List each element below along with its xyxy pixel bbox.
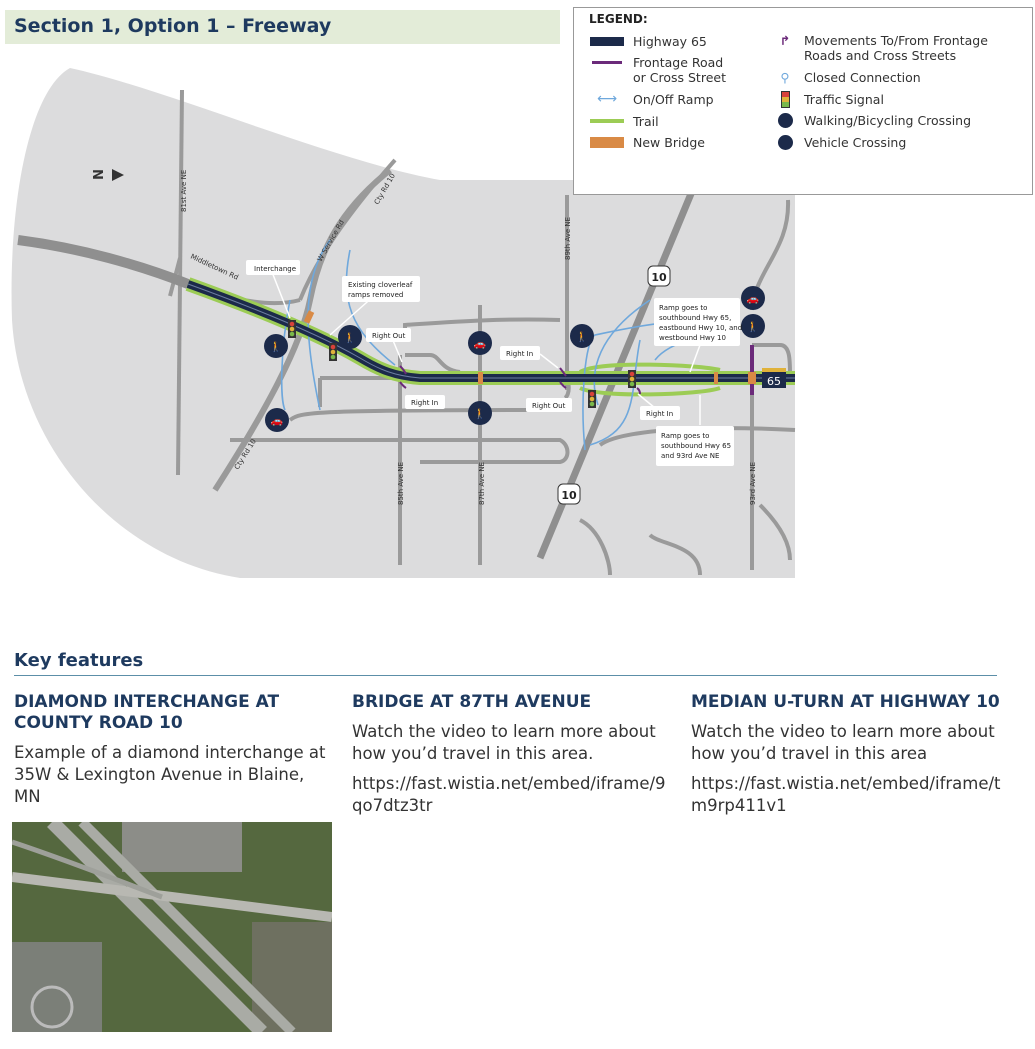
svg-text:N: N — [89, 169, 104, 180]
feature-diamond-interchange — [14, 692, 329, 816]
road-label: 87th Ave NE — [478, 461, 486, 505]
feature-body: Watch the video to learn more about how you’d travel in this area. — [352, 722, 656, 763]
svg-text:Right In: Right In — [411, 399, 439, 407]
trail-line-icon — [589, 114, 625, 128]
page-title: Section 1, Option 1 – Freeway — [14, 15, 332, 37]
svg-text:Ramp goes to: Ramp goes to — [659, 304, 708, 312]
feature-title: MEDIAN U-TURN AT HIGHWAY 10 — [691, 692, 1000, 712]
key-features-heading: Key features — [14, 650, 997, 676]
hwy-65-shield — [762, 368, 786, 388]
svg-text:southbound Hwy 65,: southbound Hwy 65, — [659, 314, 732, 322]
svg-text:🚶: 🚶 — [473, 409, 487, 420]
legend-item: Walking/Bicycling Crossing — [774, 113, 971, 128]
vehicle-crossing-icon — [265, 408, 289, 432]
svg-text:eastbound Hwy 10, and: eastbound Hwy 10, and — [659, 324, 743, 332]
svg-text:🚗: 🚗 — [270, 416, 284, 427]
svg-text:Right In: Right In — [646, 410, 674, 418]
svg-text:westbound Hwy 10: westbound Hwy 10 — [659, 334, 726, 342]
svg-text:🚶: 🚶 — [575, 332, 589, 343]
ramp-arrow-icon: ⟷ — [596, 90, 618, 107]
legend-item: ↱ Movements To/From Frontage Roads and Cross Streets — [774, 33, 1024, 63]
feature-median-uturn — [691, 692, 1006, 825]
ped-bike-crossing-icon — [570, 324, 594, 348]
video-link[interactable]: https://fast.wistia.net/embed/iframe/tm9rp411v1 — [691, 774, 1001, 815]
road-label: 93rd Ave NE — [749, 461, 757, 505]
road-label: Middletown Rd — [189, 252, 240, 282]
road-label: Cty Rd 10 — [232, 437, 258, 472]
svg-text:Right Out: Right Out — [532, 402, 566, 410]
road-label: Cty Rd 10 — [372, 172, 397, 206]
svg-text:10: 10 — [561, 489, 577, 502]
ped-bike-crossing-icon — [468, 401, 492, 425]
legend-heading: LEGEND: — [589, 12, 648, 26]
closed-pin-icon: ⚲ — [780, 69, 790, 85]
svg-text:10: 10 — [651, 271, 667, 284]
ped-bike-crossing-icon — [741, 314, 765, 338]
highway-line-icon — [589, 34, 625, 48]
svg-text:Right In: Right In — [506, 350, 534, 358]
aerial-photo-diamond-interchange — [12, 822, 332, 1032]
feature-body: Watch the video to learn more about how you’d travel in this area — [691, 722, 995, 763]
svg-text:🚶: 🚶 — [269, 342, 283, 353]
svg-text:ramps removed: ramps removed — [348, 291, 404, 299]
feature-body: Example of a diamond interchange at 35W & Lexington Avenue in Blaine, MN — [14, 743, 326, 806]
vehicle-crossing-icon — [741, 286, 765, 310]
feature-title: BRIDGE AT 87TH AVENUE — [352, 692, 592, 712]
traffic-signal-icon — [774, 92, 796, 106]
svg-text:🚶: 🚶 — [343, 333, 357, 344]
road-label: W Service Rd — [315, 218, 347, 263]
svg-text:🚶: 🚶 — [746, 322, 760, 333]
legend-item: Vehicle Crossing — [774, 135, 906, 150]
svg-text:southbound Hwy 65: southbound Hwy 65 — [661, 442, 732, 450]
svg-text:Interchange: Interchange — [254, 265, 297, 273]
legend-item: Trail — [589, 114, 659, 129]
legend-item: ⟷ On/Off Ramp — [589, 92, 714, 107]
svg-text:65: 65 — [767, 375, 781, 388]
road-label: 89th Ave NE — [564, 216, 572, 260]
road-label: 81st Ave NE — [180, 169, 188, 212]
bridge-block-icon — [589, 135, 625, 149]
map-legend — [573, 7, 1033, 195]
svg-text:Ramp goes to: Ramp goes to — [661, 432, 710, 440]
svg-text:and 93rd Ave NE: and 93rd Ave NE — [661, 452, 720, 460]
legend-item: ⚲ Closed Connection — [774, 70, 921, 85]
ped-bike-crossing-icon — [264, 334, 288, 358]
legend-item: Frontage Road or Cross Street — [589, 55, 739, 85]
car-icon — [774, 135, 796, 149]
us-10-shield-bottom — [558, 484, 580, 504]
svg-text:Existing cloverleaf: Existing cloverleaf — [348, 281, 413, 289]
video-link[interactable]: https://fast.wistia.net/embed/iframe/9qo7dtz3tr — [352, 774, 666, 815]
legend-item: Traffic Signal — [774, 92, 884, 107]
legend-item: Highway 65 — [589, 34, 707, 49]
vehicle-crossing-icon — [468, 331, 492, 355]
section-title-bar — [5, 10, 560, 44]
ped-bike-icon — [774, 113, 796, 127]
frontage-line-icon — [589, 55, 625, 69]
svg-text:Right Out: Right Out — [372, 332, 406, 340]
legend-item: New Bridge — [589, 135, 705, 150]
key-features — [14, 650, 1001, 815]
svg-text:🚗: 🚗 — [473, 339, 487, 350]
us-10-shield-top — [648, 266, 670, 286]
turn-arrow-icon: ↱ — [779, 32, 791, 48]
road-label: 85th Ave NE — [397, 461, 405, 505]
feature-bridge-87th — [352, 692, 667, 825]
svg-text:🚗: 🚗 — [746, 294, 760, 305]
feature-title: DIAMOND INTERCHANGE AT COUNTY ROAD 10 — [14, 692, 280, 733]
ped-bike-crossing-icon — [338, 325, 362, 349]
